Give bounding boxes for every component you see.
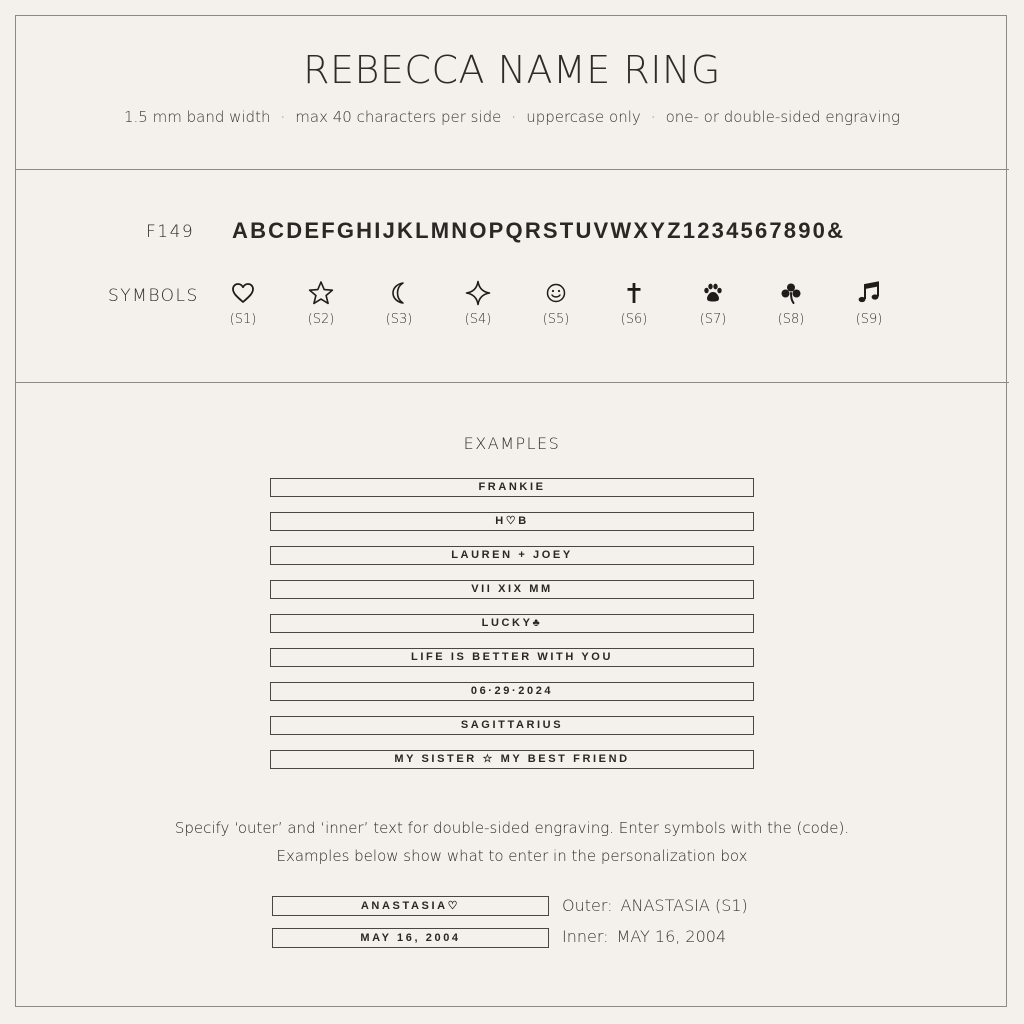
symbols-label: SYMBOLS — [108, 286, 199, 306]
outer-value: ANASTASIA (S1) — [620, 896, 748, 915]
symbol-s3 — [369, 276, 429, 327]
outer-label: Outer: — [562, 896, 613, 915]
music-note-icon — [839, 276, 899, 308]
symbol-code: (S6) — [620, 312, 648, 327]
spec-uppercase: uppercase only — [526, 108, 641, 126]
instructions-line-2: Examples below show what to enter in the personalization box — [276, 847, 748, 865]
example-band: MY SISTER ☆ MY BEST FRIEND — [270, 750, 754, 769]
paw-icon — [683, 276, 743, 308]
inner-engraving-band: MAY 16, 2004 — [272, 928, 549, 948]
spec-engraving-sides: one- or double-sided engraving — [665, 108, 900, 126]
instructions — [0, 814, 1024, 870]
section-divider — [15, 169, 1009, 170]
page-title: REBECCA NAME RING — [303, 48, 721, 92]
example-band: VII XIX MM — [270, 580, 754, 599]
inner-label: Inner: — [562, 927, 609, 946]
spec-max-characters: max 40 characters per side — [295, 108, 502, 126]
example-band: LAUREN + JOEY — [270, 546, 754, 565]
section-divider — [15, 382, 1009, 383]
example-band: LIFE IS BETTER WITH YOU — [270, 648, 754, 667]
example-band: H♡B — [270, 512, 754, 531]
example-band: 06·29·2024 — [270, 682, 754, 701]
symbol-s7 — [683, 276, 743, 327]
sparkle-icon — [448, 276, 508, 308]
symbol-s4 — [448, 276, 508, 327]
symbol-code: (S1) — [229, 312, 257, 327]
star-icon — [291, 276, 351, 308]
outer-entry — [562, 896, 748, 915]
symbol-s9 — [839, 276, 899, 327]
smiley-icon — [526, 276, 586, 308]
symbol-code: (S4) — [464, 312, 492, 327]
example-band: SAGITTARIUS — [270, 716, 754, 735]
spec-band-width: 1.5 mm band width — [124, 108, 271, 126]
example-band: FRANKIE — [270, 478, 754, 497]
symbol-s2 — [291, 276, 351, 327]
cross-icon — [604, 276, 664, 308]
examples-heading: EXAMPLES — [463, 434, 561, 453]
font-code-label: F149 — [146, 222, 195, 242]
symbol-code: (S3) — [385, 312, 413, 327]
spec-line: 1.5 mm band width · max 40 characters per side · uppercase only · one- or double-sided engraving — [124, 108, 900, 126]
symbol-code: (S9) — [855, 312, 883, 327]
symbol-s8 — [761, 276, 821, 327]
clover-icon — [761, 276, 821, 308]
font-character-set: ABCDEFGHIJKLMNOPQRSTUVWXYZ1234567890& — [232, 218, 846, 243]
instructions-line-1: Specify ‘outer’ and ‘inner’ text for double-sided engraving. Enter symbols with the (code). — [174, 819, 850, 837]
outer-engraving-band: ANASTASIA♡ — [272, 896, 549, 916]
inner-value: MAY 16, 2004 — [616, 927, 727, 946]
heart-icon — [213, 276, 273, 308]
symbol-code: (S5) — [542, 312, 570, 327]
symbol-code: (S2) — [307, 312, 335, 327]
symbol-s1 — [213, 276, 273, 327]
inner-entry — [562, 927, 726, 946]
symbol-s5 — [526, 276, 586, 327]
moon-icon — [369, 276, 429, 308]
symbol-code: (S7) — [699, 312, 727, 327]
symbol-code: (S8) — [777, 312, 805, 327]
example-band: LUCKY♣ — [270, 614, 754, 633]
symbol-s6 — [604, 276, 664, 327]
